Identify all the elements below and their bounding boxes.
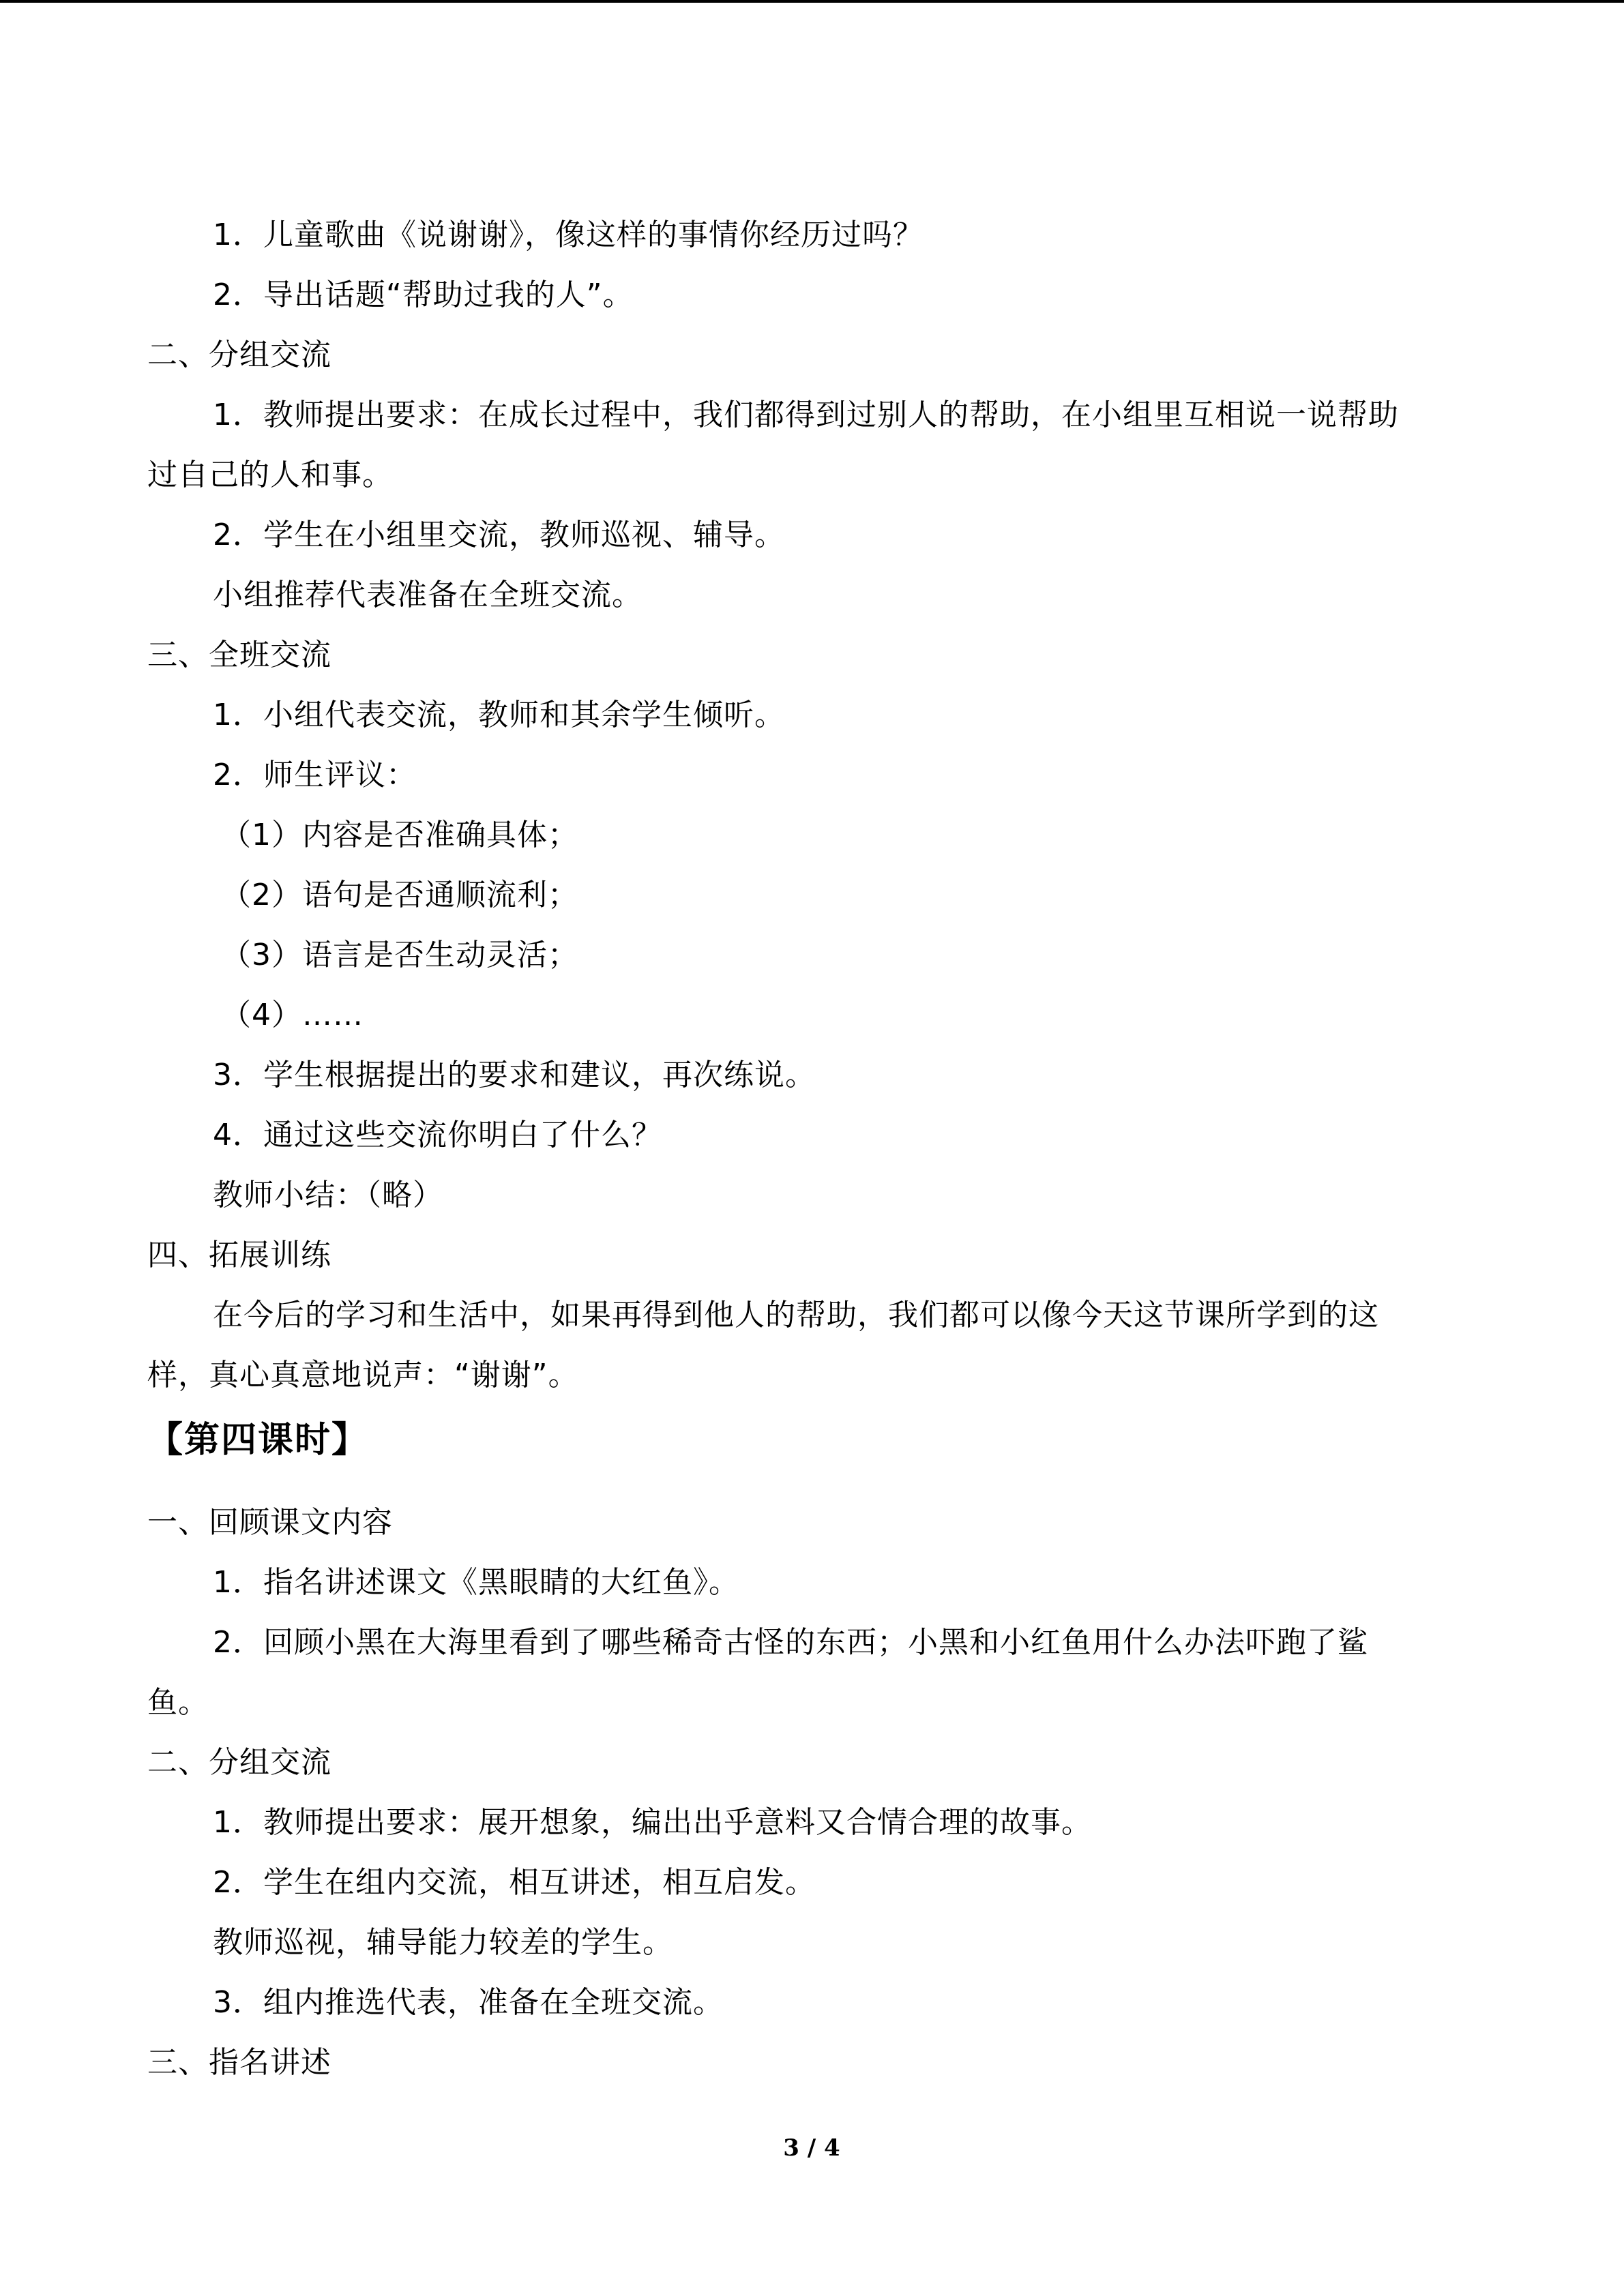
section-heading: 二、分组交流 (147, 338, 331, 372)
text-line: 1．小组代表交流，教师和其余学生倾听。 (213, 698, 785, 732)
text-line: 2．回顾小黑在大海里看到了哪些稀奇古怪的东西；小黑和小红鱼用什么办法吓跑了鲨 (213, 1625, 1368, 1660)
text-line: 样，真心真意地说声：“谢谢”。 (147, 1358, 579, 1392)
section-heading: 二、分组交流 (147, 1745, 331, 1780)
text-line: 2．学生在组内交流，相互讲述，相互启发。 (213, 1865, 816, 1900)
text-line: 4．通过这些交流你明白了什么？ (213, 1118, 662, 1152)
text-line: 鱼。 (147, 1685, 209, 1720)
text-line: 教师巡视，辅导能力较差的学生。 (213, 1925, 673, 1960)
section-heading: 三、全班交流 (147, 638, 331, 672)
text-line: 3．学生根据提出的要求和建议，再次练说。 (213, 1058, 816, 1092)
text-line: 1．指名讲述课文《黑眼睛的大红鱼》。 (213, 1565, 739, 1600)
text-line: 2．学生在小组里交流，教师巡视、辅导。 (213, 518, 785, 552)
text-line: 教师小结：（略） (213, 1178, 443, 1212)
list-item: （3）语言是否生动灵活； (221, 938, 578, 972)
text-line: 2．导出话题“帮助过我的人”。 (213, 278, 634, 312)
list-item: （2）语句是否通顺流利； (221, 878, 578, 912)
list-item: （1）内容是否准确具体； (221, 818, 578, 852)
text-line: 1．教师提出要求：展开想象，编出出乎意料又合情合理的故事。 (213, 1805, 1092, 1840)
lesson-title: 【第四课时】 (147, 1420, 369, 1461)
section-heading: 四、拓展训练 (147, 1238, 331, 1272)
text-line: 小组推荐代表准备在全班交流。 (213, 578, 643, 612)
list-item: （4）…… (221, 998, 364, 1032)
text-line: 2．师生评议： (213, 758, 417, 792)
section-heading: 三、指名讲述 (147, 2045, 331, 2080)
page-top-border (0, 0, 1624, 3)
text-line: 3．组内推选代表，准备在全班交流。 (213, 1985, 724, 2020)
text-line: 1．教师提出要求：在成长过程中，我们都得到过别人的帮助，在小组里互相说一说帮助 (213, 398, 1399, 432)
text-line: 1．儿童歌曲《说谢谢》，像这样的事情你经历过吗？ (213, 218, 924, 252)
text-line: 在今后的学习和生活中，如果再得到他人的帮助，我们都可以像今天这节课所学到的这 (213, 1298, 1379, 1332)
section-heading: 一、回顾课文内容 (147, 1505, 393, 1540)
text-line: 过自己的人和事。 (147, 458, 393, 492)
page-number: 3 / 4 (783, 2134, 840, 2162)
